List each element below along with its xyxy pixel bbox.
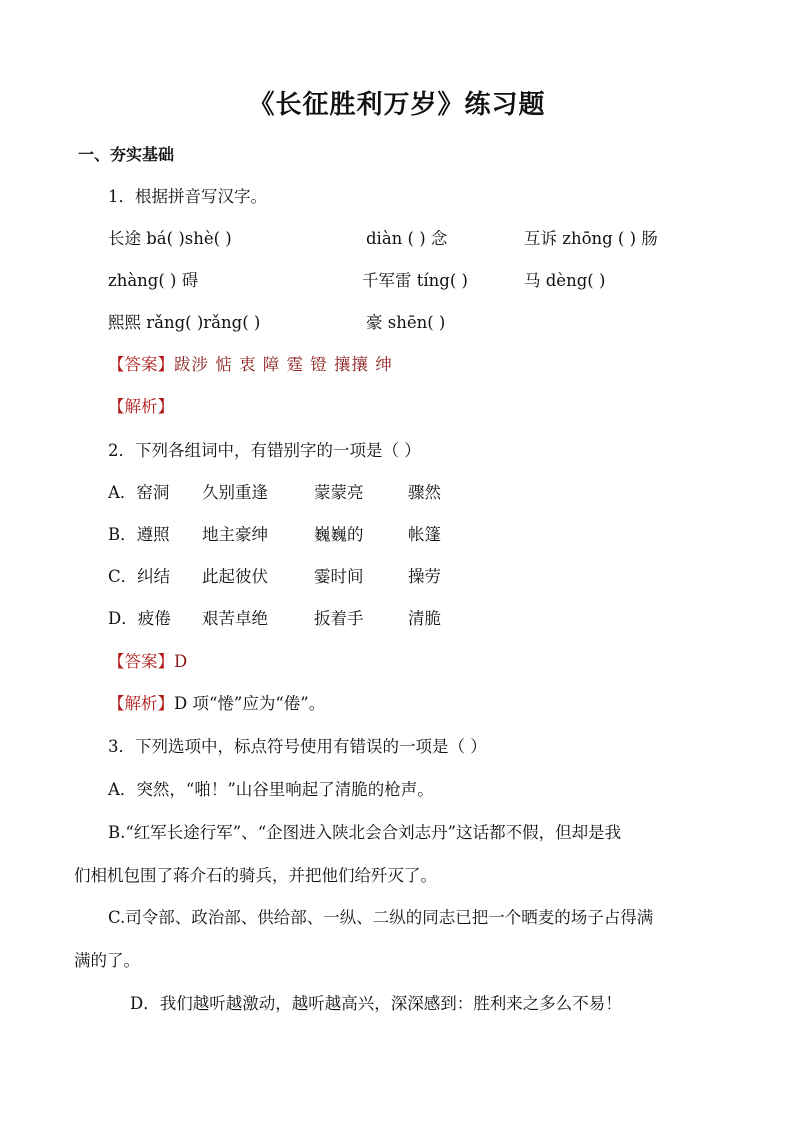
option-word: 巍巍的	[314, 525, 364, 544]
q3-stem: 3．下列选项中，标点符号使用有错误的一项是（ ）	[108, 737, 487, 756]
analysis-tag: 【解析】	[108, 397, 174, 416]
option-word: B．遵照	[108, 525, 170, 544]
q1-item: 千军雷 tíng( )	[362, 271, 468, 290]
q2-answer	[108, 651, 188, 673]
option-word: 霎时间	[314, 567, 364, 586]
analysis-tag: 【解析】	[108, 694, 174, 713]
option-word: C．纠结	[108, 567, 171, 586]
q1-item: 马 dèng( )	[524, 271, 606, 290]
q1-stem: 1．根据拼音写汉字。	[108, 187, 267, 206]
q1-item: zhàng( ) 碍	[108, 271, 199, 290]
section-heading: 一、夯实基础	[78, 145, 175, 164]
q1-item: 互诉 zhōng ( ) 肠	[524, 229, 658, 248]
option-word: 扳着手	[314, 609, 364, 628]
page-title: 《长征胜利万岁》练习题	[248, 90, 546, 120]
q1-item: diàn ( ) 念	[366, 229, 448, 248]
q1-row-3	[0, 312, 794, 334]
analysis-text: D 项“惓”应为“倦”。	[174, 694, 326, 713]
q3-option-c-cont: 满的了。	[74, 951, 140, 970]
answer-text: D	[174, 652, 189, 671]
option-word: 骤然	[408, 483, 441, 502]
option-word: D．疲倦	[108, 609, 171, 628]
q3-option-b: B.“红军长途行军”、“企图进入陕北会合刘志丹”这话都不假，但却是我	[108, 823, 622, 842]
q1-item: 豪 shēn( )	[366, 313, 446, 332]
q2-option-a	[0, 482, 794, 504]
q3-option-d: D．我们越听越激动，越听越高兴，深深感到：胜利来之多么不易！	[130, 994, 622, 1013]
q1-answer	[108, 354, 393, 376]
q2-analysis	[108, 693, 325, 715]
option-word: 此起彼伏	[202, 567, 268, 586]
option-word: 久别重逢	[202, 483, 268, 502]
option-word: A．窑洞	[108, 483, 170, 502]
q2-option-b	[0, 524, 794, 546]
q1-item: 长途 bá( )shè( )	[108, 229, 232, 248]
answer-tag: 【答案】	[108, 355, 174, 374]
answer-text: 跋涉 惦 衷 障 霆 镫 攘攘 绅	[174, 355, 393, 374]
option-word: 操劳	[408, 567, 441, 586]
option-word: 蒙蒙亮	[314, 483, 364, 502]
q1-analysis	[108, 396, 174, 418]
q1-item: 熙熙 rǎng( )rǎng( )	[108, 313, 261, 332]
q3-option-a: A．突然，“啪！”山谷里响起了清脆的枪声。	[108, 780, 434, 799]
q3-option-b-cont: 们相机包围了蒋介石的骑兵，并把他们给歼灭了。	[74, 866, 437, 885]
option-word: 地主豪绅	[202, 525, 268, 544]
q1-row-2	[0, 270, 794, 292]
q2-option-c	[0, 566, 794, 588]
answer-tag: 【答案】	[108, 652, 174, 671]
option-word: 帐篷	[408, 525, 441, 544]
q2-option-d	[0, 608, 794, 630]
q2-stem: 2．下列各组词中，有错别字的一项是（ ）	[108, 441, 421, 460]
option-word: 清脆	[408, 609, 441, 628]
q1-row-1	[0, 228, 794, 250]
q3-option-c: C.司令部、政治部、供给部、一纵、二纵的同志已把一个晒麦的场子占得满	[108, 908, 654, 927]
option-word: 艰苦卓绝	[202, 609, 268, 628]
